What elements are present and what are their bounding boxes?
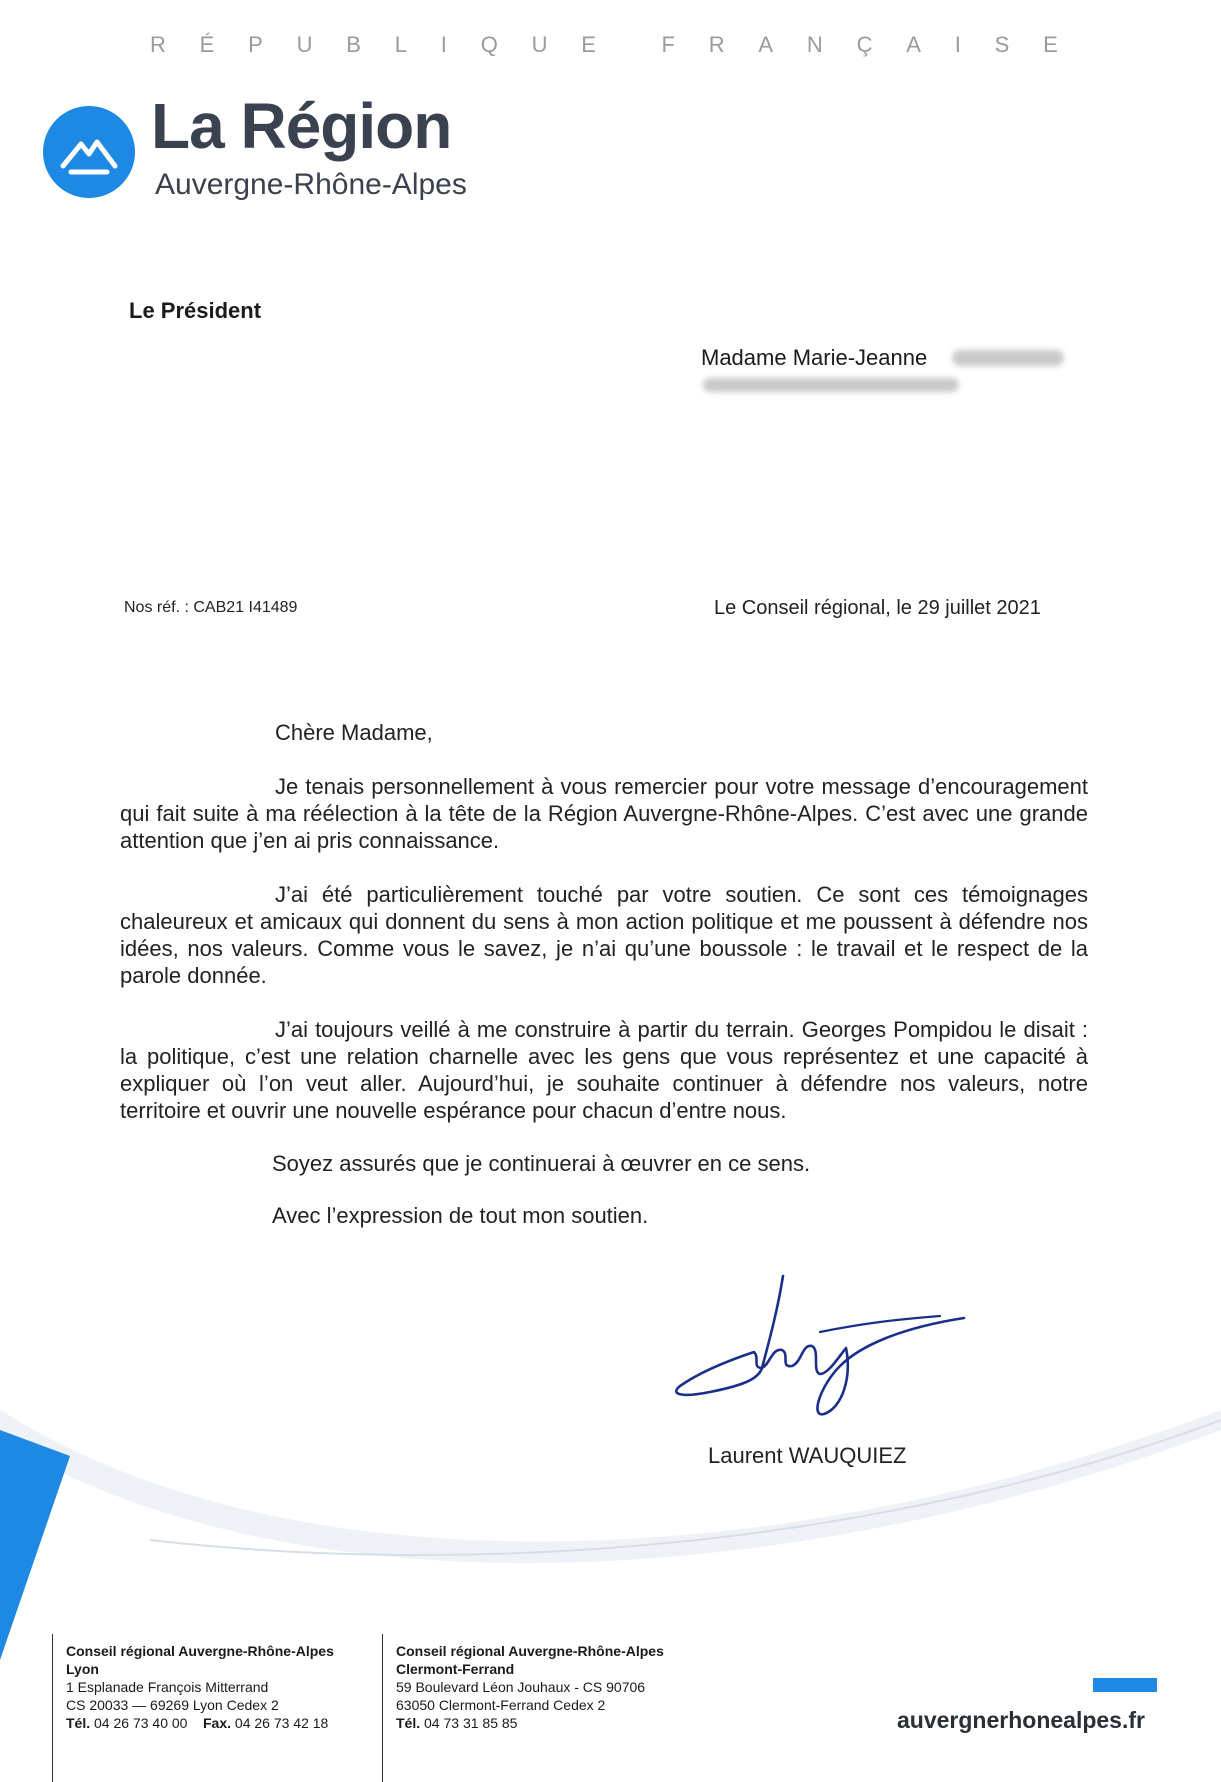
logo-subtitle: Auvergne-Rhône-Alpes [155,168,467,201]
closing-line-2: Avec l’expression de tout mon soutien. [272,1203,649,1228]
republique-letter: Ç [856,32,875,57]
footer-lyon-tel-label: Tél. [66,1715,91,1731]
footer-accent-bar [1093,1678,1157,1692]
recipient-name: Madame Marie-Jeanne [701,345,928,370]
footer-divider-1 [52,1634,53,1782]
date-line: Le Conseil régional, le 29 juillet 2021 [714,597,1041,619]
footer-lyon-tel: 04 26 73 40 00 [94,1715,188,1731]
republique-letter: A [758,32,776,57]
footer-clermont-address [396,1642,664,1732]
republique-letter: I [440,32,449,57]
republique-letter: A [906,32,923,57]
redacted-surname [952,350,1064,366]
footer-lyon-address [66,1642,334,1732]
footer-lyon-city: Lyon [66,1661,99,1677]
footer-lyon-address1: 1 Esplanade François Mitterrand [66,1679,269,1695]
footer-lyon-address2: CS 20033 — 69269 Lyon Cedex 2 [66,1697,279,1713]
closing-line-1: Soyez assurés que je continuerai à œuvrer en ce sens. [272,1151,811,1176]
footer-clermont-tel: 04 73 31 85 85 [424,1715,518,1731]
republique-letter: R [150,32,168,57]
website-link[interactable]: auvergnerhonealpes.fr [897,1707,1145,1733]
footer-clermont-phone [396,1714,664,1732]
sender-title: Le Président [129,298,262,323]
republique-letter: B [346,32,363,57]
reference-number: Nos réf. : CAB21 I41489 [124,599,298,616]
decorative-blue-bar [0,1430,80,1660]
handwritten-signature [670,1268,970,1418]
redacted-address [703,378,959,392]
republique-letter: E [581,32,598,57]
region-logo-icon [43,106,135,198]
republique-letter: U [296,32,315,57]
footer-clermont-city: Clermont-Ferrand [396,1661,515,1677]
republique-letter: F [661,32,677,57]
paragraph-3: J’ai toujours veillé à me construire à partir du terrain. Georges Pompidou le disait : la politique, c’est une relation charnelle avec les gens que vous représentez et une capacité à expliquer où l’on veut aller. Aujourd’hui, je souhaite continuer à défendre nos valeurs, notre territoire et ouvrir une nouvelle espérance pour chacun d’entre nous. [120,1017,1088,1123]
signer-name: Laurent WAUQUIEZ [708,1443,907,1468]
republique-letter: I [954,32,963,57]
footer-lyon-fax: 04 26 73 42 18 [234,1715,329,1731]
republique-letter: É [199,32,217,57]
republique-letter: P [248,32,265,57]
logo-title: La Région [151,90,452,162]
footer-divider-2 [382,1634,383,1782]
republique-letter: N [806,32,825,57]
republique-letter: U [531,32,550,57]
footer-clermont-tel-label: Tél. [396,1715,421,1731]
republique-letter: R [708,32,727,57]
republique-letter: S [994,32,1012,57]
footer-clermont-org: Conseil régional Auvergne-Rhône-Alpes [396,1643,664,1659]
footer-lyon-phone [66,1714,334,1732]
republique-letter: L [394,32,409,57]
republique-letter: E [1043,32,1060,57]
footer-clermont-address1: 59 Boulevard Léon Jouhaux - CS 90706 [396,1679,646,1695]
republique-francaise-heading [150,32,1060,58]
paragraph-2: J’ai été particulièrement touché par votre soutien. Ce sont ces témoignages chaleureux et amicaux qui donnent du sens à mon action politique et me poussent à défendre nos idées, nos valeurs. Comme vous le savez, je n’ai qu’une boussole : le travail et le respect de la parole donnée. [120,882,1088,988]
paragraph-1: Je tenais personnellement à vous remercier pour votre message d’encouragement qui fait suite à ma réélection à la tête de la Région Auvergne-Rhône-Alpes. C’est avec une grande attention que j’en ai pris connaissance. [120,774,1088,853]
salutation: Chère Madame, [275,720,433,745]
decorative-swoosh [0,1400,1221,1580]
republique-letter: Q [480,32,500,57]
footer-lyon-org: Conseil régional Auvergne-Rhône-Alpes [66,1643,334,1659]
footer-clermont-address2: 63050 Clermont-Ferrand Cedex 2 [396,1697,606,1713]
footer-lyon-fax-label: Fax. [203,1715,232,1731]
